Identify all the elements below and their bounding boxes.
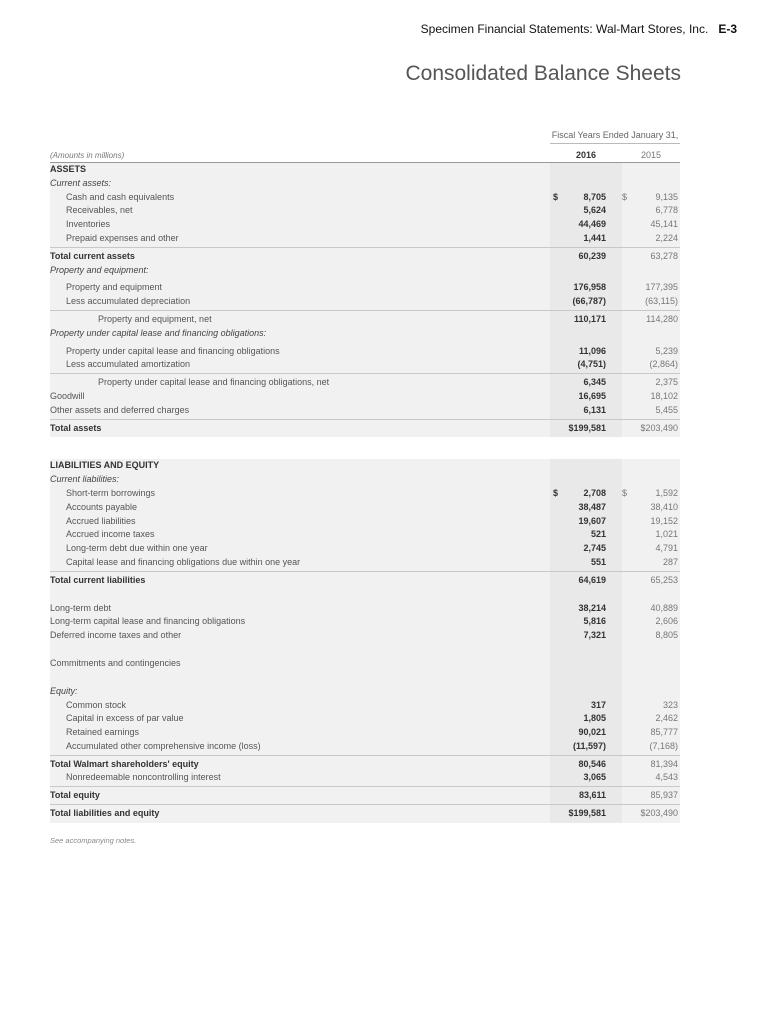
row-label: Common stock [66,699,127,710]
currency-symbol-2016: $ [553,487,559,498]
table-row-current-liabilities [50,473,680,487]
row-label: Less accumulated depreciation [66,296,191,307]
value-2015: (2,864) [649,359,678,370]
value-2015: 2,462 [655,713,678,724]
value-2015: 5,239 [655,345,678,356]
table-row-inventories [50,218,680,232]
row-label: Property under capital lease and financing obligations, net [98,377,330,388]
value-2015: 45,141 [650,219,678,230]
row-divider [50,571,680,572]
row-divider [50,373,680,374]
row-label: Accumulated other comprehensive income (loss) [66,740,261,751]
value-2015: 38,410 [650,501,678,512]
value-2016: 1,441 [583,232,606,243]
value-2016: 7,321 [583,630,606,641]
running-title: Specimen Financial Statements: Wal-Mart Stores, Inc. [420,22,709,36]
row-label: Accrued income taxes [66,529,155,540]
value-2015: $203,490 [640,808,678,819]
table-row-total-current-assets [50,250,680,264]
value-2016: 80,546 [578,758,606,769]
value-2015: 8,805 [655,630,678,641]
table-row-retained-earnings [50,726,680,740]
value-2015: 2,606 [655,616,678,627]
value-2016: 3,065 [583,772,606,783]
value-2016: 551 [590,556,606,567]
value-2015: 19,152 [650,515,678,526]
table-row-long-term-capital-lease-and-financing-obligations [50,615,680,629]
row-label: Total current liabilities [50,574,146,585]
value-2016: 6,345 [583,377,606,388]
value-2016: 38,214 [578,602,606,613]
value-2016: 83,611 [578,790,606,801]
running-header [421,22,737,36]
row-label: Property and equipment: [50,264,149,275]
row-divider [50,786,680,787]
value-2015: (63,115) [645,296,678,307]
table-row-accrued-income-taxes [50,528,680,542]
table-row-short-term-borrowings [50,487,680,501]
table-row-property-under-capital-lease-and-financing-obligations [50,345,680,359]
table-row-commitments-and-contingencies [50,657,680,671]
table-row-current-assets [50,177,680,191]
value-2016: 19,607 [578,515,606,526]
row-label: Nonredeemable noncontrolling interest [66,772,221,783]
row-label: Equity: [50,685,78,696]
value-2015: (7,168) [649,740,678,751]
liabilities-section [50,459,680,821]
balance-sheet-table [50,128,680,821]
table-row-property-and-equipment [50,264,680,278]
value-2016: 521 [590,529,606,540]
table-row-capital-lease-and-financing-obligations-due-within-one-year [50,556,680,570]
table-row-equity [50,685,680,699]
value-2015: 323 [662,699,678,710]
value-2015: 5,455 [655,404,678,415]
row-label: Total equity [50,790,100,801]
value-2015: 2,224 [655,232,678,243]
assets-section [50,163,680,435]
row-label: Total assets [50,422,102,433]
value-2016: 44,469 [578,219,606,230]
row-label: LIABILITIES AND EQUITY [50,460,160,471]
row-label: Inventories [66,219,111,230]
value-2015: 1,592 [655,487,678,498]
value-2016: 38,487 [578,501,606,512]
row-divider [50,310,680,311]
value-2016: 317 [590,699,606,710]
table-row-long-term-debt [50,602,680,616]
table-row-property-under-capital-lease-and-financing-obligations [50,327,680,341]
value-2016: 16,695 [578,390,606,401]
row-label: Capital lease and financing obligations due within one year [66,556,301,567]
table-row-property-and-equipment-net [50,313,680,327]
table-row-total-liabilities-and-equity [50,807,680,821]
value-2016: (4,751) [577,359,606,370]
value-2016: 60,239 [578,250,606,261]
row-label: Prepaid expenses and other [66,232,179,243]
table-row-prepaid-expenses-and-other [50,232,680,246]
currency-symbol-2015: $ [622,191,628,202]
row-label: Capital in excess of par value [66,713,184,724]
value-2016: 5,816 [583,616,606,627]
value-2016: (11,597) [572,740,606,751]
row-label: Deferred income taxes and other [50,630,182,641]
row-label: Cash and cash equivalents [66,191,175,202]
page-title: Consolidated Balance Sheets [405,62,681,85]
table-row-capital-in-excess-of-par-value [50,712,680,726]
row-label: Property under capital lease and financing obligations: [50,327,267,338]
table-row-goodwill [50,390,680,404]
table-row-liabilities-and-equity [50,459,680,473]
value-2016: $199,581 [568,422,606,433]
row-divider [50,804,680,805]
value-2016: 8,705 [583,191,606,202]
row-label: Less accumulated amortization [66,359,191,370]
value-2016: 90,021 [578,727,606,738]
table-row-property-under-capital-lease-and-financing-obligations-net [50,376,680,390]
value-2016: (66,787) [572,296,606,307]
value-2016: 11,096 [578,345,606,356]
table-row-accounts-payable [50,501,680,515]
value-2015: 1,021 [655,529,678,540]
value-2016: 2,745 [583,543,606,554]
table-row-total-current-liabilities [50,574,680,588]
table-row-long-term-debt-due-within-one-year [50,542,680,556]
row-label: Long-term debt due within one year [66,543,208,554]
row-label: Goodwill [50,390,85,401]
footnote: See accompanying notes. [50,836,137,845]
value-2015: 287 [662,556,678,567]
row-divider [50,419,680,420]
row-label: Long-term debt [50,602,112,613]
value-2016: $199,581 [568,808,606,819]
currency-symbol-2016: $ [553,191,559,202]
table-row-other-assets-and-deferred-charges [50,404,680,418]
row-label: Total Walmart shareholders' equity [50,758,199,769]
table-row-accumulated-other-comprehensive-income-loss [50,740,680,754]
value-2015: 65,253 [650,574,678,585]
table-row-less-accumulated-amortization [50,358,680,372]
value-2015: 114,280 [646,313,678,324]
table-row-deferred-income-taxes-and-other [50,629,680,643]
row-label: ASSETS [50,164,87,174]
value-2015: 6,778 [655,205,678,216]
table-row-property-and-equipment [50,281,680,295]
value-2015: 40,889 [650,602,678,613]
column-header-row [50,146,680,163]
row-label: Retained earnings [66,727,140,738]
table-row-cash-and-cash-equivalents [50,191,680,205]
value-2015: 9,135 [655,191,678,202]
value-2015: 63,278 [650,250,678,261]
fiscal-year-header [50,128,680,146]
value-2016: 6,131 [583,404,606,415]
currency-symbol-2015: $ [622,487,628,498]
row-label: Property and equipment, net [98,313,212,324]
table-row-total-assets [50,422,680,436]
value-2015: 81,394 [650,758,678,769]
value-2015: 4,543 [655,772,678,783]
value-2016: 1,805 [583,713,606,724]
table-row-receivables-net [50,204,680,218]
table-row-total-equity [50,789,680,803]
value-2016: 64,619 [578,574,606,585]
table-row-less-accumulated-depreciation [50,295,680,309]
value-2015: $203,490 [640,422,678,433]
value-2015: 177,395 [645,282,678,293]
table-row-nonredeemable-noncontrolling-interest [50,771,680,785]
value-2016: 110,171 [573,313,606,324]
value-2015: 2,375 [655,377,678,388]
row-label: Total current assets [50,250,135,261]
row-label: Accrued liabilities [66,515,136,526]
value-2015: 85,937 [650,790,678,801]
table-row-accrued-liabilities [50,515,680,529]
value-2015: 4,791 [655,543,678,554]
value-2016: 2,708 [583,487,606,498]
row-label: Current liabilities: [50,474,120,485]
table-body [50,163,680,821]
row-label: Other assets and deferred charges [50,404,190,415]
table-row-total-walmart-shareholders-equity [50,758,680,772]
table-row-assets [50,163,680,177]
row-label: Short-term borrowings [66,487,156,498]
units-label: (Amounts in millions) [50,151,125,160]
row-label: Total liabilities and equity [50,808,160,819]
year-2015-header: 2015 [640,150,662,160]
row-label: Receivables, net [66,205,133,216]
table-row-common-stock [50,699,680,713]
row-divider [50,247,680,248]
fiscal-year-label: Fiscal Years Ended January 31, [550,130,680,144]
row-label: Accounts payable [66,501,138,512]
row-label: Current assets: [50,177,112,188]
value-2016: 176,958 [573,282,606,293]
row-divider [50,755,680,756]
row-label: Property under capital lease and financing obligations [66,345,280,356]
value-2016: 5,624 [583,205,606,216]
row-label: Long-term capital lease and financing obligations [50,616,246,627]
page-number: E-3 [718,22,737,36]
row-label: Commitments and contingencies [50,657,181,668]
year-2016-header: 2016 [575,150,597,160]
value-2015: 18,102 [650,390,678,401]
row-label: Property and equipment [66,282,163,293]
value-2015: 85,777 [650,727,678,738]
